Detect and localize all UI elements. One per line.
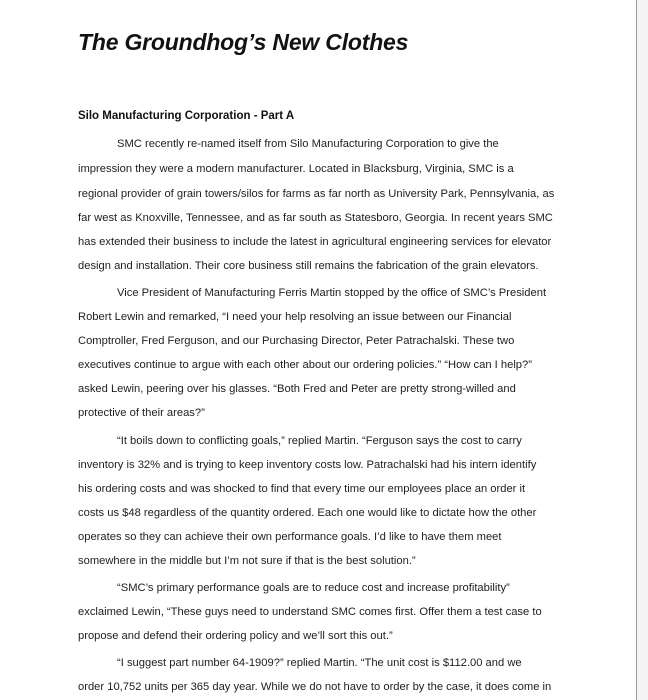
paragraph-line: order 10,752 units per 365 day year. While we do not have to order by the case, it does come in <box>78 681 552 693</box>
paragraph-line: impression they were a modern manufacturer. Located in Blacksburg, Virginia, SMC is a <box>78 163 514 175</box>
paragraph-line: propose and defend their ordering policy and we’ll sort this out.” <box>78 630 393 642</box>
paragraph-line: exclaimed Lewin, “These guys need to understand SMC comes first. Offer them a test case to <box>78 606 542 618</box>
paragraph-line: Comptroller, Fred Ferguson, and our Purchasing Director, Peter Patrachalski. These two <box>78 335 515 347</box>
page-gutter <box>637 0 648 700</box>
paragraph-line: asked Lewin, peering over his glasses. “Both Fred and Peter are pretty strong-willed and <box>78 383 516 395</box>
paragraph-line: “It boils down to conflicting goals,” replied Martin. “Ferguson says the cost to carry <box>117 435 522 447</box>
paragraph-line: SMC recently re-named itself from Silo Manufacturing Corporation to give the <box>117 138 499 150</box>
paragraph-line: operates so they can achieve their own performance goals. I’d like to have them meet <box>78 531 502 543</box>
paragraph-line: protective of their areas?” <box>78 407 205 419</box>
paragraph-line: far west as Knoxville, Tennessee, and as far south as Statesboro, Georgia. In recent years SMC <box>78 212 553 224</box>
document-title: The Groundhog’s New Clothes <box>78 29 409 55</box>
paragraph-line: design and installation. Their core business still remains the fabrication of the grain elevators. <box>78 260 539 272</box>
section-heading: Silo Manufacturing Corporation - Part A <box>78 110 295 122</box>
paragraph-line: somewhere in the middle but I’m not sure if that is the best solution.” <box>78 555 416 567</box>
paragraph-line: “I suggest part number 64-1909?” replied Martin. “The unit cost is $112.00 and we <box>117 657 522 669</box>
paragraph-line: executives continue to argue with each other about our ordering policies.” “How can I help?” <box>78 359 532 371</box>
paragraph-line: “SMC’s primary performance goals are to reduce cost and increase profitability” <box>117 582 510 594</box>
paragraph-line: costs us $48 regardless of the quantity ordered. Each one would like to dictate how the other <box>78 507 537 519</box>
paragraph-line: regional provider of grain towers/silos for farms as far north as University Park, Pennsylvania, as <box>78 188 555 200</box>
paragraph-line: inventory is 32% and is trying to keep inventory costs low. Patrachalski had his intern identify <box>78 459 537 471</box>
paragraph-line: Vice President of Manufacturing Ferris Martin stopped by the office of SMC’s President <box>117 287 547 299</box>
paragraph-line: his ordering costs and was shocked to find that every time our employees place an order it <box>78 483 526 495</box>
paragraph-line: has extended their business to include the latest in agricultural engineering services for elevator <box>78 236 552 248</box>
paragraph-line: Robert Lewin and remarked, “I need your help resolving an issue between our Financial <box>78 311 512 323</box>
